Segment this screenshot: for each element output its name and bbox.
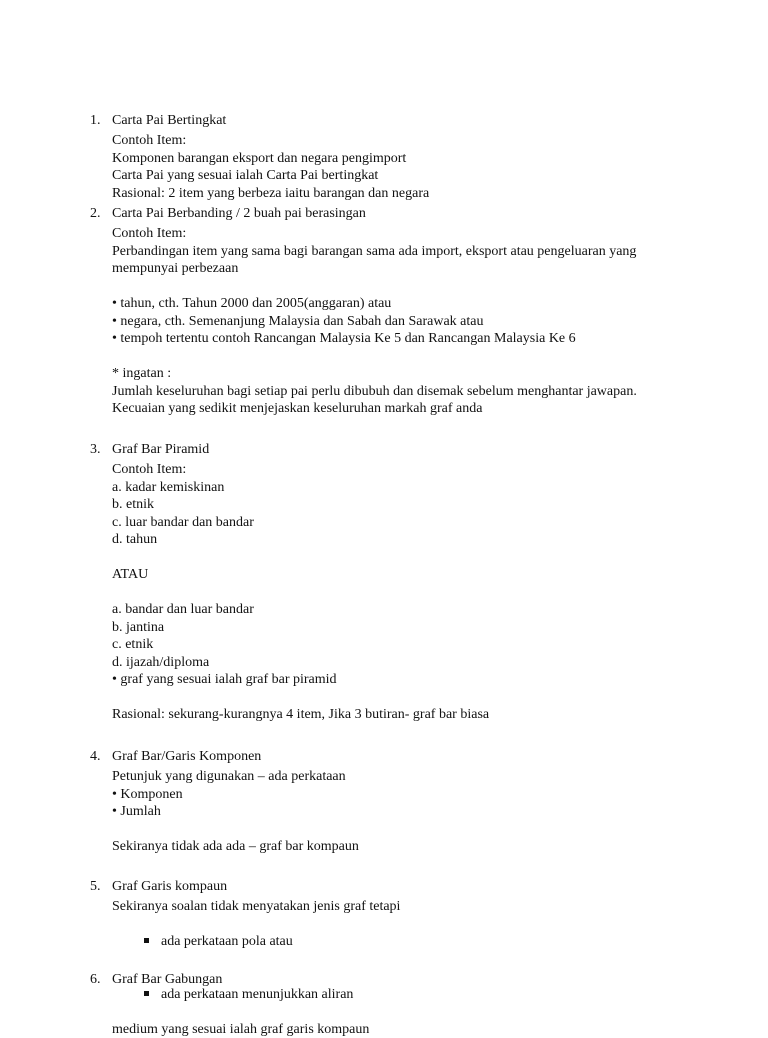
blank-line [112, 278, 702, 296]
section-body [112, 225, 702, 418]
bullet-text: ada perkataan menunjukkan aliran [161, 987, 353, 1002]
section-number: 1. [90, 112, 112, 130]
text-line: mempunyai perbezaan [112, 260, 702, 278]
text-line: Komponen barangan eksport dan negara pengimport [112, 150, 702, 168]
bullet-item: • tempoh tertentu contoh Rancangan Malaysia Ke 5 dan Rancangan Malaysia Ke 6 [112, 330, 702, 348]
list-item: b. jantina [112, 619, 702, 637]
list-item: a. kadar kemiskinan [112, 479, 702, 497]
section-title: Graf Garis kompaun [112, 878, 227, 896]
section-number: 6. [90, 971, 112, 989]
text-line: * ingatan : [112, 365, 702, 383]
text-line: Jumlah keseluruhan bagi setiap pai perlu dibubuh dan disemak sebelum menghantar jawapan. [112, 383, 702, 401]
list-item: c. etnik [112, 636, 702, 654]
bullet-item: • Komponen [112, 786, 702, 804]
bullet-text: ada perkataan pola atau [161, 934, 293, 949]
bullet-item: • graf yang sesuai ialah graf bar piramid [112, 671, 702, 689]
blank-line [112, 584, 702, 602]
text-line: Contoh Item: [112, 225, 702, 243]
section-title: Graf Bar Gabungan [112, 971, 222, 989]
list-item: d. tahun [112, 531, 702, 549]
section-body [112, 132, 702, 202]
bullet-item: • tahun, cth. Tahun 2000 dan 2005(anggaran) atau [112, 295, 702, 313]
section-body [112, 461, 702, 724]
square-bullet-icon [144, 991, 149, 996]
section-number: 2. [90, 205, 112, 223]
text-line: Sekiranya tidak ada ada – graf bar kompaun [112, 838, 702, 856]
square-bullet-item [112, 916, 702, 969]
section-title: Carta Pai Bertingkat [112, 112, 226, 130]
list-item: c. luar bandar dan bandar [112, 514, 702, 532]
section-title: Carta Pai Berbanding / 2 buah pai berasingan [112, 205, 366, 223]
bullet-item: • negara, cth. Semenanjung Malaysia dan Sabah dan Sarawak atau [112, 313, 702, 331]
square-bullet-icon [144, 938, 149, 943]
section-body [112, 768, 702, 856]
section-body [112, 898, 702, 1038]
list-item: b. etnik [112, 496, 702, 514]
list-item: a. bandar dan luar bandar [112, 601, 702, 619]
text-line: medium yang sesuai ialah graf garis kompaun [112, 1021, 702, 1038]
list-item: d. ijazah/diploma [112, 654, 702, 672]
text-line: Contoh Item: [112, 461, 702, 479]
text-line: Petunjuk yang digunakan – ada perkataan [112, 768, 702, 786]
blank-line [112, 348, 702, 366]
section-number: 3. [90, 441, 112, 459]
text-line: ATAU [112, 566, 702, 584]
blank-line [112, 689, 702, 707]
text-line: Sekiranya soalan tidak menyatakan jenis graf tetapi [112, 898, 702, 916]
text-line: Rasional: sekurang-kurangnya 4 item, Jika 3 butiran- graf bar biasa [112, 706, 702, 724]
text-line: Carta Pai yang sesuai ialah Carta Pai bertingkat [112, 167, 702, 185]
text-line: Kecuaian yang sedikit menjejaskan keseluruhan markah graf anda [112, 400, 702, 418]
text-line: Contoh Item: [112, 132, 702, 150]
section-number: 5. [90, 878, 112, 896]
text-line: Perbandingan item yang sama bagi barangan sama ada import, eksport atau pengeluaran yang [112, 243, 702, 261]
section-number: 4. [90, 748, 112, 766]
blank-line [112, 821, 702, 839]
blank-line [112, 549, 702, 567]
text-line: Rasional: 2 item yang berbeza iaitu barangan dan negara [112, 185, 702, 203]
bullet-item: • Jumlah [112, 803, 702, 821]
section-title: Graf Bar/Garis Komponen [112, 748, 261, 766]
section-title: Graf Bar Piramid [112, 441, 209, 459]
